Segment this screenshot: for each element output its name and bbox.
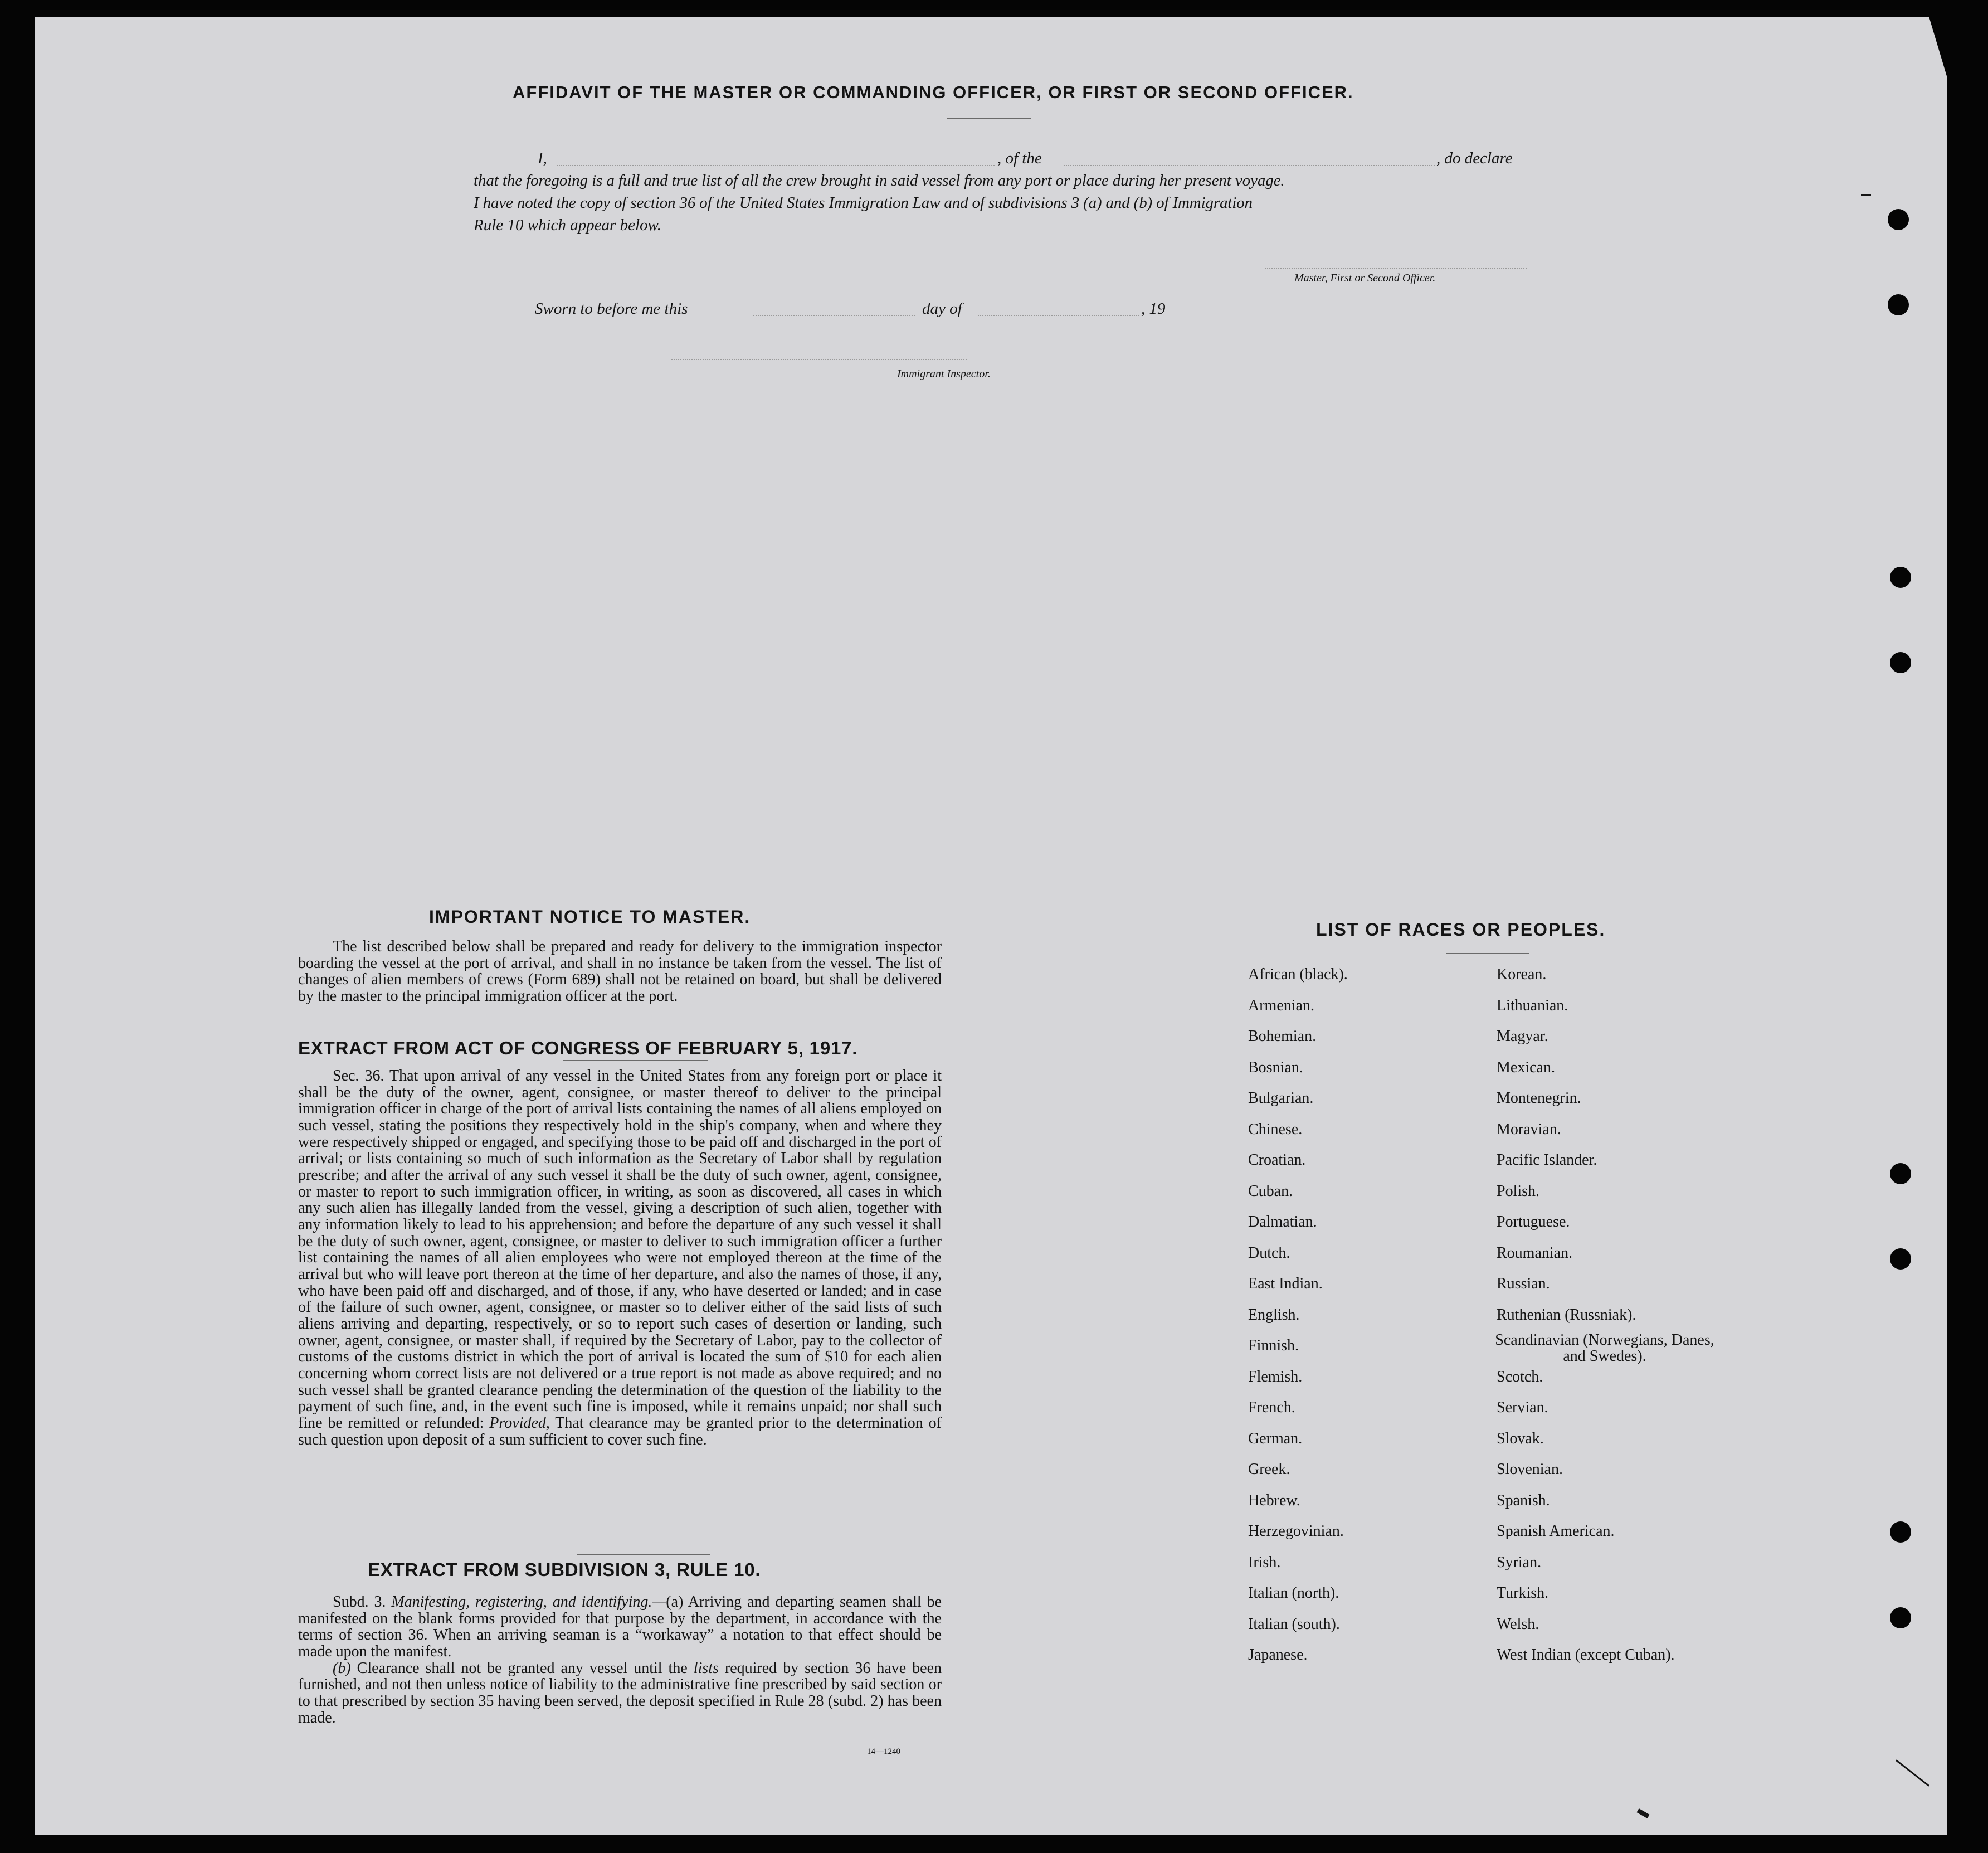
race-item: Finnish. [1248,1337,1299,1354]
subd-b-text-2: required by section 36 have been furnished, and not then unless notice of liability to the administrative fine prescribed by said section or to that prescribed by section 35 having been served, the deposit specified in Rule 28 (subd. 2) has been made. [298,1659,942,1726]
race-item: African (black). [1248,966,1348,983]
race-item: Flemish. [1248,1368,1303,1385]
affidavit-line-2: that the foregoing is a full and true list of all the crew brought in said vessel from any port or place during her present voyage. [474,172,1285,189]
binder-hole [1888,209,1909,230]
sworn-text: Sworn to before me this [535,300,688,318]
affidavit-of-the: , of the [997,149,1042,167]
race-item: French. [1248,1399,1295,1416]
month-blank[interactable] [978,315,1139,316]
binder-hole [1890,652,1911,673]
subd-a-text: (a) Arriving and departing seamen shall be manifested on the blank forms provided for that purpose by the department, in accordance with the terms of section 36. When an arriving seaman is a “workaway” a notation to that effect should be made upon the manifest. [298,1593,942,1661]
binder-hole [1890,1163,1911,1184]
section-36-text: That upon arrival of any vessel in the United States from any foreign port or place it shall be the duty of the owner, agent, consignee, or master thereof to deliver to the principal immigration officer in charge of the port of arrival lists containing the names of all aliens employed on such vessel, stating the positions they respectively hold in the ship's company, when and where they were respectively shipped or engaged, and specifying those to be paid off and discharged in the port of arrival; or lists containing so much of such information as the Secretary of Labor shall by regulation prescribe; and after the arrival of any such vessel it shall be the duty of such owner, agent, consignee, or master to report to such immigration officer, in writing, as soon as discovered, all cases in which any such alien has illegally landed from the vessel, giving a description of such alien, together with any information likely to lead to his apprehension; and before the departure of any such vessel it shall be the duty of such owner, agent, consignee, or master to deliver to such immigration officer a further list containing the names of all alien employees who were not employed thereon at the time of the arrival but who will leave port thereon at the time of her departure, and also the names of those, if any, who have been paid off and discharged, and of those, if any, who have deserted or landed; and in case of the failure of such owner, agent, consignee, or master so to deliver either of the said lists of such aliens arriving and departing, respectively, or so to report such cases of desertion or landing, such owner, agent, consignee, or master shall, if required by the Secretary of Labor, pay to the collector of customs of the customs district in which the port of arrival is located the sum of $10 for each alien concerning whom correct lists are not delivered or a true report is not made as above required; and no such vessel shall be granted clearance pending the determination of the question of the liability to the payment of such fine, and, in the event such fine is imposed, while it remains unpaid; nor shall such fine be remitted or refunded: [298,1067,942,1432]
race-item: Portuguese. [1497,1213,1570,1231]
race-item: Armenian. [1248,996,1314,1014]
race-item: Greek. [1248,1461,1290,1478]
act-title-rule [563,1060,708,1061]
act-title: EXTRACT FROM ACT OF CONGRESS OF FEBRUARY 5, 1917. [298,1038,858,1058]
race-item: Montenegrin. [1497,1090,1581,1107]
race-item: Italian (south). [1248,1615,1340,1633]
race-item: East Indian. [1248,1275,1323,1292]
vessel-blank[interactable] [1064,165,1435,166]
race-item: Spanish. [1497,1491,1550,1509]
race-item: Hebrew. [1248,1491,1300,1509]
binder-hole [1890,567,1911,588]
officer-signature-label: Master, First or Second Officer. [1294,272,1436,284]
rule-subdivision-3 [298,1594,942,1726]
race-item: Korean. [1497,966,1547,983]
race-item: Irish. [1248,1553,1281,1571]
name-blank[interactable] [557,165,995,166]
race-item: Servian. [1497,1399,1548,1416]
affidavit-declare: , do declare [1436,149,1513,167]
race-item: Magyar. [1497,1028,1548,1045]
notice-text [298,938,942,1005]
race-item: Mexican. [1497,1058,1555,1076]
rule-title: EXTRACT FROM SUBDIVISION 3, RULE 10. [368,1559,761,1580]
race-item: English. [1248,1306,1300,1324]
race-item: Ruthenian (Russniak). [1497,1306,1636,1324]
race-item: Bosnian. [1248,1058,1303,1076]
race-item: Scotch. [1497,1368,1543,1385]
race-item: Japanese. [1248,1646,1308,1664]
race-item: Lithuanian. [1497,996,1568,1014]
binder-hole [1890,1248,1911,1270]
day-of-text: day of [922,300,962,318]
binder-hole [1890,1521,1911,1543]
affidavit-i: I, [538,149,547,167]
notice-title: IMPORTANT NOTICE TO MASTER. [429,907,751,927]
race-item: Russian. [1497,1275,1550,1292]
race-item: Roumanian. [1497,1244,1573,1262]
race-item: Dutch. [1248,1244,1290,1262]
race-item: Scandinavian (Norwegians, Danes, and Swedes). [1495,1331,1714,1365]
year-text: , 19 [1141,300,1166,318]
race-item: Pacific Islander. [1497,1151,1597,1169]
race-item: Chinese. [1248,1120,1303,1138]
race-item: Syrian. [1497,1553,1542,1571]
race-item: Bohemian. [1248,1028,1317,1045]
subd-heading: Manifesting, registering, and identifying.— [391,1593,666,1611]
race-item: Turkish. [1497,1584,1549,1602]
title-rule [947,118,1031,119]
form-number: 14—1240 [867,1747,900,1756]
race-item: Slovenian. [1497,1461,1563,1478]
races-title: LIST OF RACES OR PEOPLES. [1316,920,1606,940]
affidavit-line-3: I have noted the copy of section 36 of the United States Immigration Law and of subdivisions 3 (a) and (b) of Immigration [474,194,1253,212]
subd-b-text-1: Clearance shall not be granted any vessel until the [357,1659,688,1677]
affidavit-line-4: Rule 10 which appear below. [474,216,661,234]
binder-hole [1890,1607,1911,1628]
race-item: Herzegovinian. [1248,1523,1344,1540]
rule-title-rule [577,1554,710,1555]
race-item: Polish. [1497,1182,1540,1200]
race-item: Dalmatian. [1248,1213,1317,1231]
race-item: Slovak. [1497,1429,1544,1447]
affidavit-title: AFFIDAVIT OF THE MASTER OR COMMANDING OFFICER, OR FIRST OR SECOND OFFICER. [513,82,1354,102]
race-item: West Indian (except Cuban). [1497,1646,1675,1664]
officer-signature-line[interactable] [1265,268,1527,269]
section-label: Sec. 36. [333,1067,384,1084]
race-item: Bulgarian. [1248,1090,1314,1107]
binder-hole [1888,294,1909,315]
notice-body: The list described below shall be prepared and ready for delivery to the immigration inspector boarding the vessel at the port of arrival, and shall in no instance be taken from the vessel. The list of changes of alien members of crews (Form 689) shall not be retained on board, but shall be delivered by the master to the principal immigration officer at the port. [298,938,942,1005]
provided-word: Provided, [489,1414,550,1432]
subd-label: Subd. 3. [333,1593,386,1611]
act-section-36 [298,1068,942,1448]
edge-mark [1861,194,1871,196]
day-blank[interactable] [753,315,915,316]
races-title-rule [1446,953,1529,954]
race-item: Cuban. [1248,1182,1293,1200]
subd-b-lists: lists [693,1659,719,1677]
race-item: Spanish American. [1497,1523,1615,1540]
section-36-text-end: That clearance may be granted prior to the determination of such question upon deposit of a sum sufficient to cover such fine. [298,1414,942,1448]
race-item: Croatian. [1248,1151,1306,1169]
race-item: Welsh. [1497,1615,1539,1633]
document-page [35,17,1947,1835]
subd-b-label: (b) [333,1659,351,1677]
race-item: German. [1248,1429,1303,1447]
race-item: Moravian. [1497,1120,1561,1138]
inspector-label: Immigrant Inspector. [897,368,991,380]
race-item: Italian (north). [1248,1584,1339,1602]
inspector-signature-line[interactable] [671,359,967,360]
